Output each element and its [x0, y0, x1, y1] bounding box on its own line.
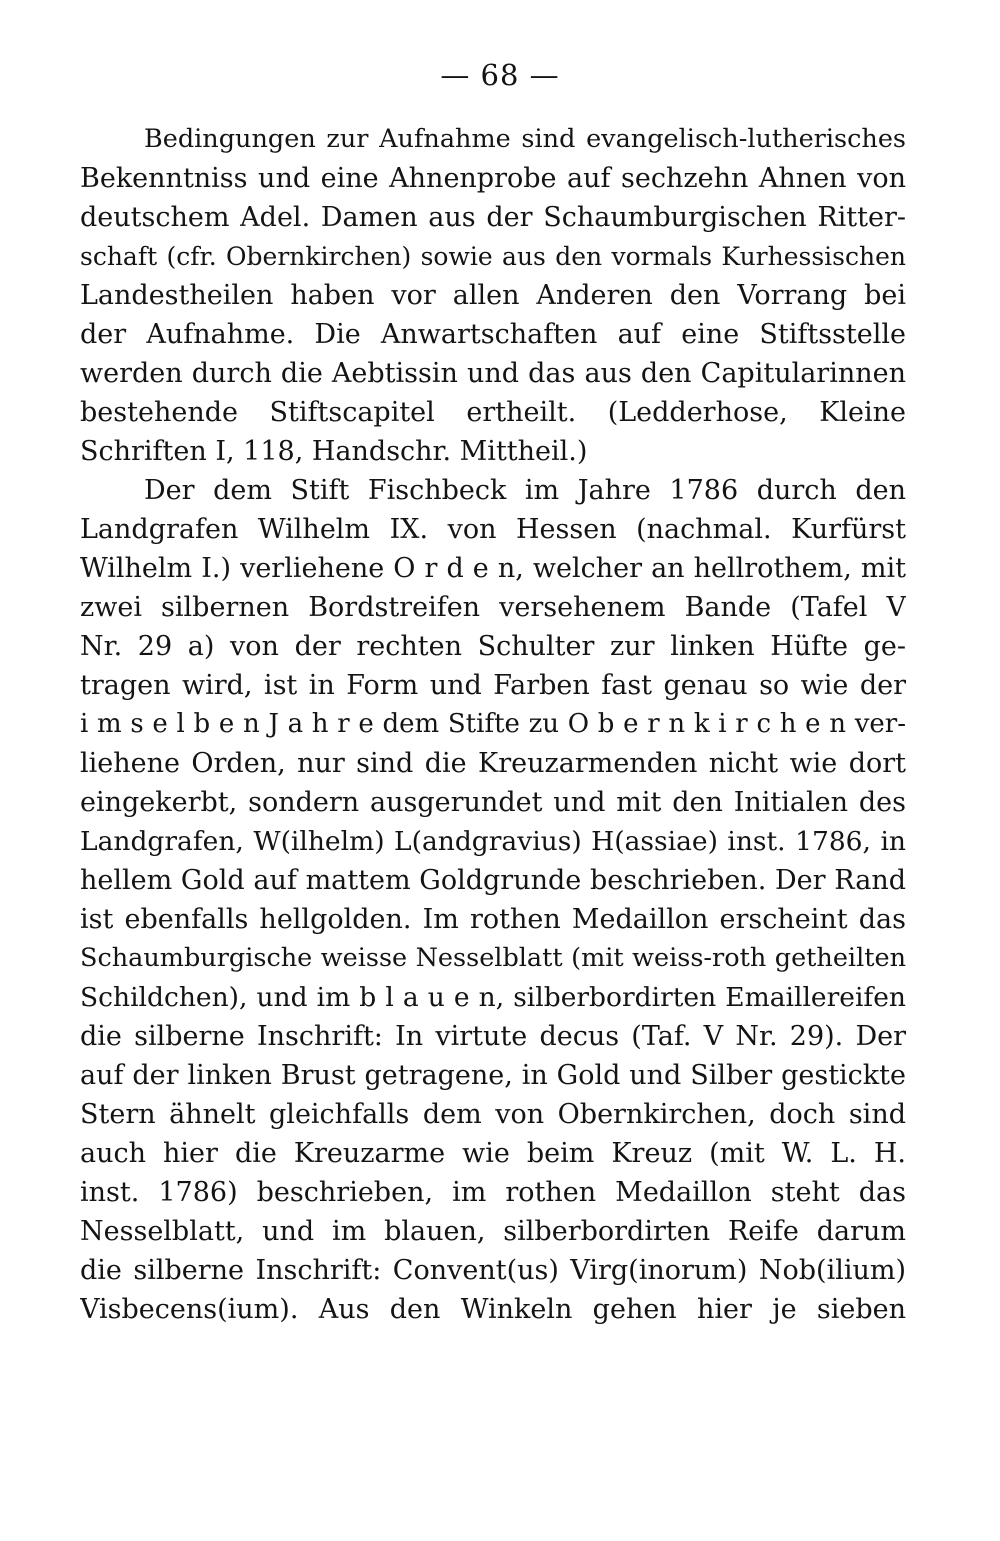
text-line: zwei silbernen Bordstreifen versehenem Bande (Tafel V [80, 592, 906, 623]
text-line: auf der linken Brust getragene, in Gold und Silber gestickte [80, 1060, 906, 1091]
text-line: schaft (cfr. Obernkirchen) sowie aus den vormals Kurhessischen [80, 242, 906, 271]
text-line: Schaumburgische weisse Nesselblatt (mit weiss-roth getheilten [80, 943, 906, 973]
text-line: hellem Gold auf mattem Goldgrunde beschrieben. Der Rand [80, 865, 906, 896]
text-line: bestehende Stiftscapitel ertheilt. (Ledderhose, Kleine [80, 397, 906, 428]
text-line: eingekerbt, sondern ausgerundet und mit den Initialen des [80, 787, 906, 818]
text-line: Wilhelm I.) verliehene O r d e n, welcher an hellrothem, mit [80, 553, 906, 584]
text-line: Schriften I, 118, Handschr. Mittheil.) [80, 436, 588, 467]
text-line: ist ebenfalls hellgolden. Im rothen Medaillon erscheint das [80, 904, 906, 935]
text-line: Landgrafen, W(ilhelm) L(andgravius) H(assiae) inst. 1786, in [80, 826, 906, 857]
text-line: der Aufnahme. Die Anwartschaften auf eine Stiftsstelle [80, 319, 906, 350]
text-line: i m s e l b e n J a h r e dem Stifte zu O b e r n k i r c h e n ver- [80, 709, 906, 739]
body-text [80, 120, 906, 1329]
text-line: die silberne Inschrift: Convent(us) Virg(inorum) Nob(ilium) [80, 1255, 906, 1286]
text-line: tragen wird, ist in Form und Farben fast genau so wie der [80, 670, 906, 701]
text-line: Bedingungen zur Aufnahme sind evangelisch-lutherisches [144, 124, 906, 154]
text-line: werden durch die Aebtissin und das aus den Capitularinnen [80, 358, 906, 389]
text-line: Nr. 29 a) von der rechten Schulter zur linken Hüfte ge- [80, 631, 906, 662]
text-line: Landestheilen haben vor allen Anderen den Vorrang bei [80, 280, 906, 311]
text-line: auch hier die Kreuzarme wie beim Kreuz (mit W. L. H. [80, 1138, 906, 1169]
text-line: Stern ähnelt gleichfalls dem von Obernkirchen, doch sind [80, 1099, 906, 1130]
text-line: Visbecens(ium). Aus den Winkeln gehen hier je sieben [80, 1294, 906, 1325]
text-line: inst. 1786) beschrieben, im rothen Medaillon steht das [80, 1177, 906, 1208]
page-number: — 68 — [440, 58, 560, 92]
text-line: Der dem Stift Fischbeck im Jahre 1786 durch den [144, 475, 906, 506]
text-line: Landgrafen Wilhelm IX. von Hessen (nachmal. Kurfürst [80, 514, 906, 545]
text-line: Bekenntniss und eine Ahnenprobe auf sechzehn Ahnen von [80, 163, 906, 194]
text-line: Schildchen), und im b l a u e n, silberbordirten Emaillereifen [80, 982, 906, 1013]
text-line: Nesselblatt, und im blauen, silberbordirten Reife darum [80, 1216, 906, 1247]
text-line: liehene Orden, nur sind die Kreuzarmenden nicht wie dort [80, 748, 906, 779]
text-line: die silberne Inschrift: In virtute decus (Taf. V Nr. 29). Der [80, 1021, 906, 1052]
text-line: deutschem Adel. Damen aus der Schaumburgischen Ritter- [80, 202, 906, 233]
